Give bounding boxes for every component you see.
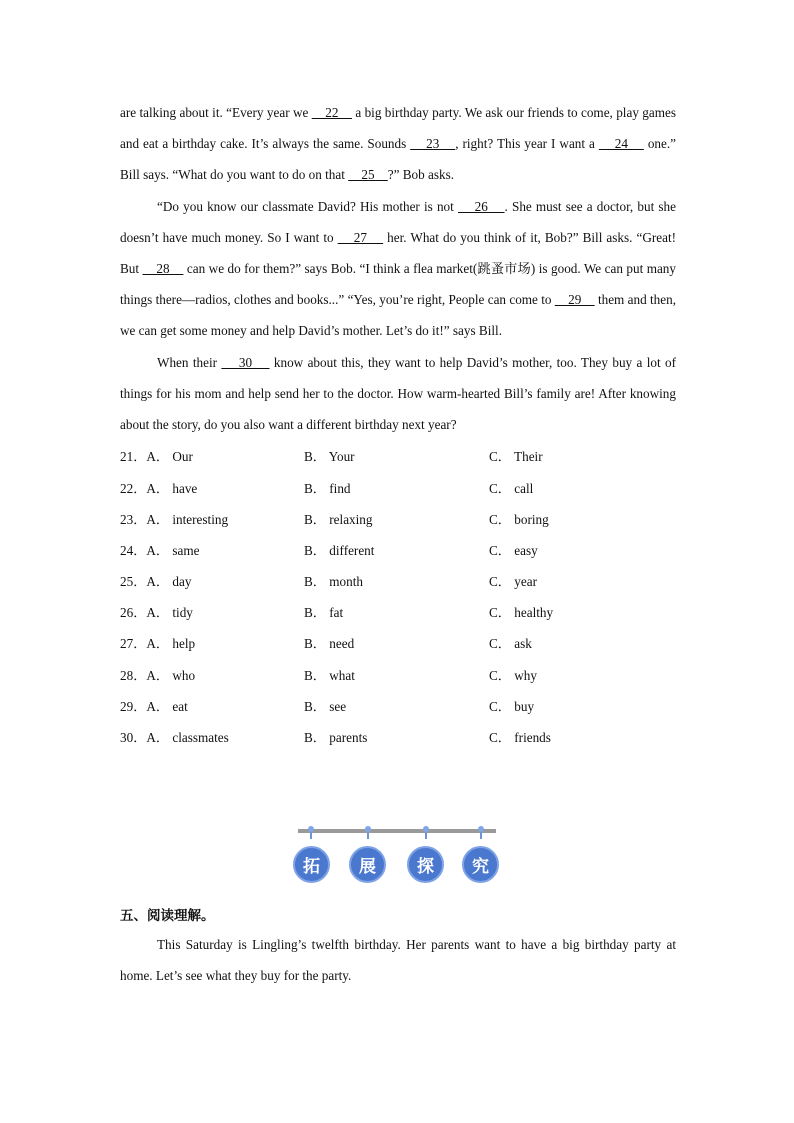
option-a: 22．A． have (120, 480, 198, 496)
option-row (120, 690, 676, 721)
expand-explore-banner (293, 826, 503, 886)
option-c: C． Their (489, 449, 543, 465)
option-c: C． healthy (489, 605, 554, 621)
banner-char-tan: 探 (407, 846, 444, 883)
text: know about this, they want to help David’s mother, too. They buy a lot of things for his mom and help send her to the doctor. How warm-hearted Bill’s family are! After knowing about the story, do you also want a different birthday next year? (120, 354, 677, 433)
text: When their (157, 354, 222, 370)
banner-dot (478, 826, 484, 832)
blank-26: 26 (457, 198, 505, 214)
option-b: B． need (304, 636, 355, 652)
option-b: B． relaxing (304, 511, 373, 527)
option-row (120, 503, 676, 534)
option-row (120, 565, 676, 596)
option-b: B． see (304, 698, 347, 714)
option-c: C． ask (489, 636, 532, 652)
banner-dot (308, 826, 314, 832)
option-c: C． why (489, 667, 537, 683)
option-b: B． month (304, 574, 363, 590)
option-a: 23．A． interesting (120, 511, 229, 527)
text: a big birthday party. We ask our friends to come, play games and eat a birthday cake. It’s always the same. Sounds (120, 105, 676, 152)
text: one.” Bill says. “What do you want to do on that (120, 136, 677, 183)
text: are talking about it. “Every year we (120, 105, 312, 120)
option-b: B． Your (304, 449, 355, 465)
option-a: 26．A． tidy (120, 605, 193, 621)
option-b: B． find (304, 480, 351, 496)
option-b: B． parents (304, 730, 368, 746)
option-a: 28．A． who (120, 667, 196, 683)
option-row (120, 596, 676, 627)
option-a: 27．A． help (120, 636, 196, 652)
option-a: 30．A． classmates (120, 730, 229, 746)
blank-24: 24 (598, 136, 644, 152)
banner-bar (298, 829, 496, 833)
blank-23: 23 (410, 136, 456, 152)
passage-paragraph-3 (120, 347, 676, 441)
reading-paragraph: This Saturday is Lingling’s twelfth birthday. Her parents want to have a big birthday party at home. Let’s see what they buy for the party. (120, 937, 676, 984)
text: them and then, we can get some money and help David’s mother. Let’s do it!” says Bill. (120, 292, 677, 339)
answer-options (120, 440, 676, 752)
option-row (120, 627, 676, 658)
section-title: 五、阅读理解。 (120, 908, 215, 924)
blank-30: 30 (221, 354, 270, 370)
option-row (120, 471, 676, 502)
text: ?” Bob asks. (387, 167, 455, 183)
option-a: 21．A． Our (120, 449, 193, 465)
option-b: B． different (304, 542, 375, 558)
option-a: 29．A． eat (120, 698, 188, 714)
option-row (120, 440, 676, 471)
blank-27: 27 (337, 229, 384, 245)
option-row (120, 659, 676, 690)
option-a: 24．A． same (120, 542, 200, 558)
cloze-passage (120, 97, 676, 752)
option-c: C． buy (489, 698, 535, 714)
passage-paragraph-1 (120, 97, 676, 191)
text: . She must see a doctor, but she doesn’t have much money. So I want to (120, 198, 676, 245)
option-c: C． call (489, 480, 534, 496)
banner-char-zhan: 展 (349, 846, 386, 883)
option-c: C． easy (489, 542, 538, 558)
option-a: 25．A． day (120, 574, 192, 590)
option-b: B． what (304, 667, 355, 683)
blank-28: 28 (142, 261, 184, 277)
passage-paragraph-2 (120, 191, 676, 347)
text: “Do you know our classmate David? His mother is not (157, 198, 458, 214)
option-row (120, 721, 676, 752)
option-c: C． friends (489, 730, 551, 746)
blank-25: 25 (348, 167, 388, 183)
banner-dot (423, 826, 429, 832)
option-b: B． fat (304, 605, 344, 621)
option-c: C． year (489, 574, 537, 590)
text: can we do for them?” says Bob. “I think a flea market(跳蚤市场) is good. We can put many things there—radios, clothes and books...” “Yes, you’re right, People can come to (120, 261, 676, 308)
blank-29: 29 (554, 292, 595, 308)
text: , right? This year I want a (455, 136, 599, 152)
option-c: C． boring (489, 511, 549, 527)
reading-passage (120, 929, 676, 991)
blank-22: 22 (311, 105, 352, 120)
banner-char-tuo: 拓 (293, 846, 330, 883)
banner-char-jiu: 究 (462, 846, 499, 883)
text: her. What do you think of it, Bob?” Bill asks. “Great! But (120, 229, 676, 277)
banner-dot (365, 826, 371, 832)
option-row (120, 534, 676, 565)
